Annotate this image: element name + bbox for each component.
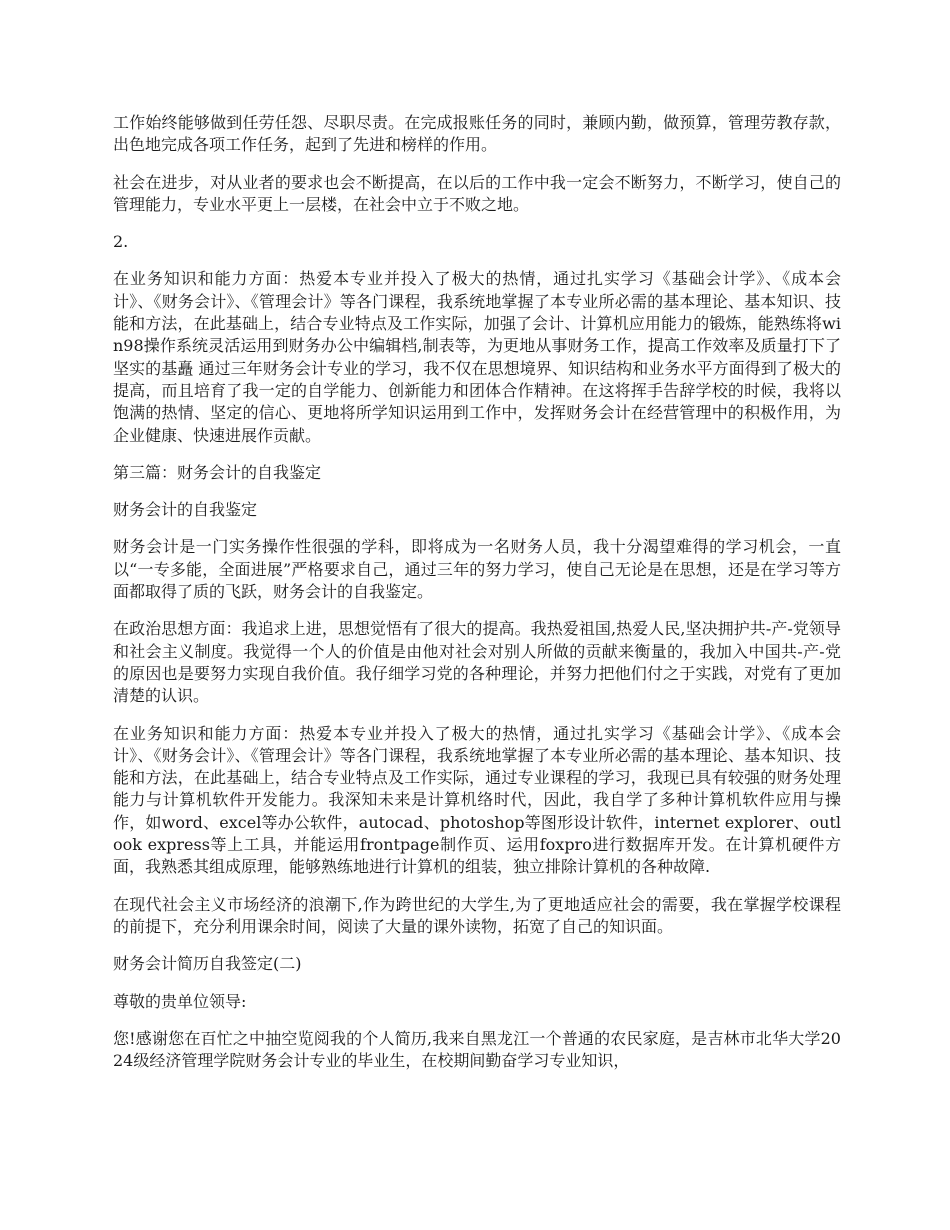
paragraph-society-progress: 社会在进步，对从业者的要求也会不断提高，在以后的工作中我一定会不断努力，不断学习，使自己的管理能力，专业水平更上一层楼，在社会中立于不败之地。 xyxy=(113,172,841,214)
paragraph-political-thought: 在政治思想方面：我追求上进，思想觉悟有了很大的提高。我热爱祖国,热爱人民,坚决拥护共-产-党领导和社会主义制度。我觉得一个人的价值是由他对社会对别人所做的贡献来衡量的，我加入中国共-产-党的原因也是要努力实现自我价值。我仔细学习党的各种理论，并努力把他们付之于实践，对党有了更加清楚的认识。 xyxy=(113,619,841,706)
paragraph-work-duties: 工作始终能够做到任劳任怨、尽职尽责。在完成报账任务的同时，兼顾内勤，做预算，管理劳教存款，出色地完成各项工作任务，起到了先进和榜样的作用。 xyxy=(113,113,841,155)
paragraph-professional-knowledge-1: 在业务知识和能力方面：热爱本专业并投入了极大的热情，通过扎实学习《基础会计学》、《成本会计》、《财务会计》、《管理会计》等各门课程，我系统地掌握了本专业所必需的基本理论、基本知识、技能和方法，在此基础上，结合专业特点及工作实际，加强了会计、计算机应用能力的锻炼，能熟练将win98操作系统灵活运用到财务办公中编辑档,制表等，为更地从事财务工作，提高工作效率及质量打下了坚实的基矗 通过三年财务会计专业的学习，我不仅在思想境界、知识结构和业务水平方面得到了极大的提高，而且培育了我一定的自学能力、创新能力和团体合作精神。在这将挥手告辞学校的时候，我将以饱满的热情、坚定的信心、更地将所学知识运用到工作中，发挥财务会计在经营管理中的积极作用，为企业健康、快速进展作贡献。 xyxy=(113,269,841,445)
resume-heading: 财务会计简历自我签定(二) xyxy=(113,954,302,974)
section-number: 2. xyxy=(113,232,129,252)
paragraph-market-economy: 在现代社会主义市场经济的浪潮下,作为跨世纪的大学生,为了更地适应社会的需要，我在掌握学校课程的前提下，充分利用课余时间，阅读了大量的课外读物，拓宽了自己的知识面。 xyxy=(113,894,841,936)
salutation: 尊敬的贵单位领导: xyxy=(113,991,247,1011)
section-title: 财务会计的自我鉴定 xyxy=(113,500,258,520)
paragraph-professional-knowledge-2: 在业务知识和能力方面：热爱本专业并投入了极大的热情，通过扎实学习《基础会计学》、《成本会计》、《财务会计》、《管理会计》等各门课程，我系统地掌握了本专业所必需的基本理论、基本知识、技能和方法，在此基础上，结合专业特点及工作实际，通过专业课程的学习，我现已具有较强的财务处理能力与计算机软件开发能力。我深知未来是计算机络时代，因此，我自学了多种计算机软件应用与操作，如word、excel等办公软件，autocad、photoshop等图形设计软件，internet explorer、outlook express等上工具，并能运用frontpage制作页、运用foxpro进行数据库开发。在计算机硬件方面，我熟悉其组成原理，能够熟练地进行计算机的组装，独立排除计算机的各种故障. xyxy=(113,723,841,877)
document-page xyxy=(113,112,841,1087)
paragraph-greeting: 您!感谢您在百忙之中抽空览阅我的个人简历,我来自黑龙江一个普通的农民家庭，是吉林市北华大学2024级经济管理学院财务会计专业的毕业生，在校期间勤奋学习专业知识， xyxy=(113,1028,841,1071)
paragraph-intro: 财务会计是一门实务操作性很强的学科，即将成为一名财务人员，我十分渴望难得的学习机会，一直以“一专多能，全面进展”严格要求自己，通过三年的努力学习，使自己无论是在思想，还是在学习等方面都取得了质的飞跃，财务会计的自我鉴定。 xyxy=(113,537,841,602)
chapter-heading: 第三篇：财务会计的自我鉴定 xyxy=(113,462,322,482)
